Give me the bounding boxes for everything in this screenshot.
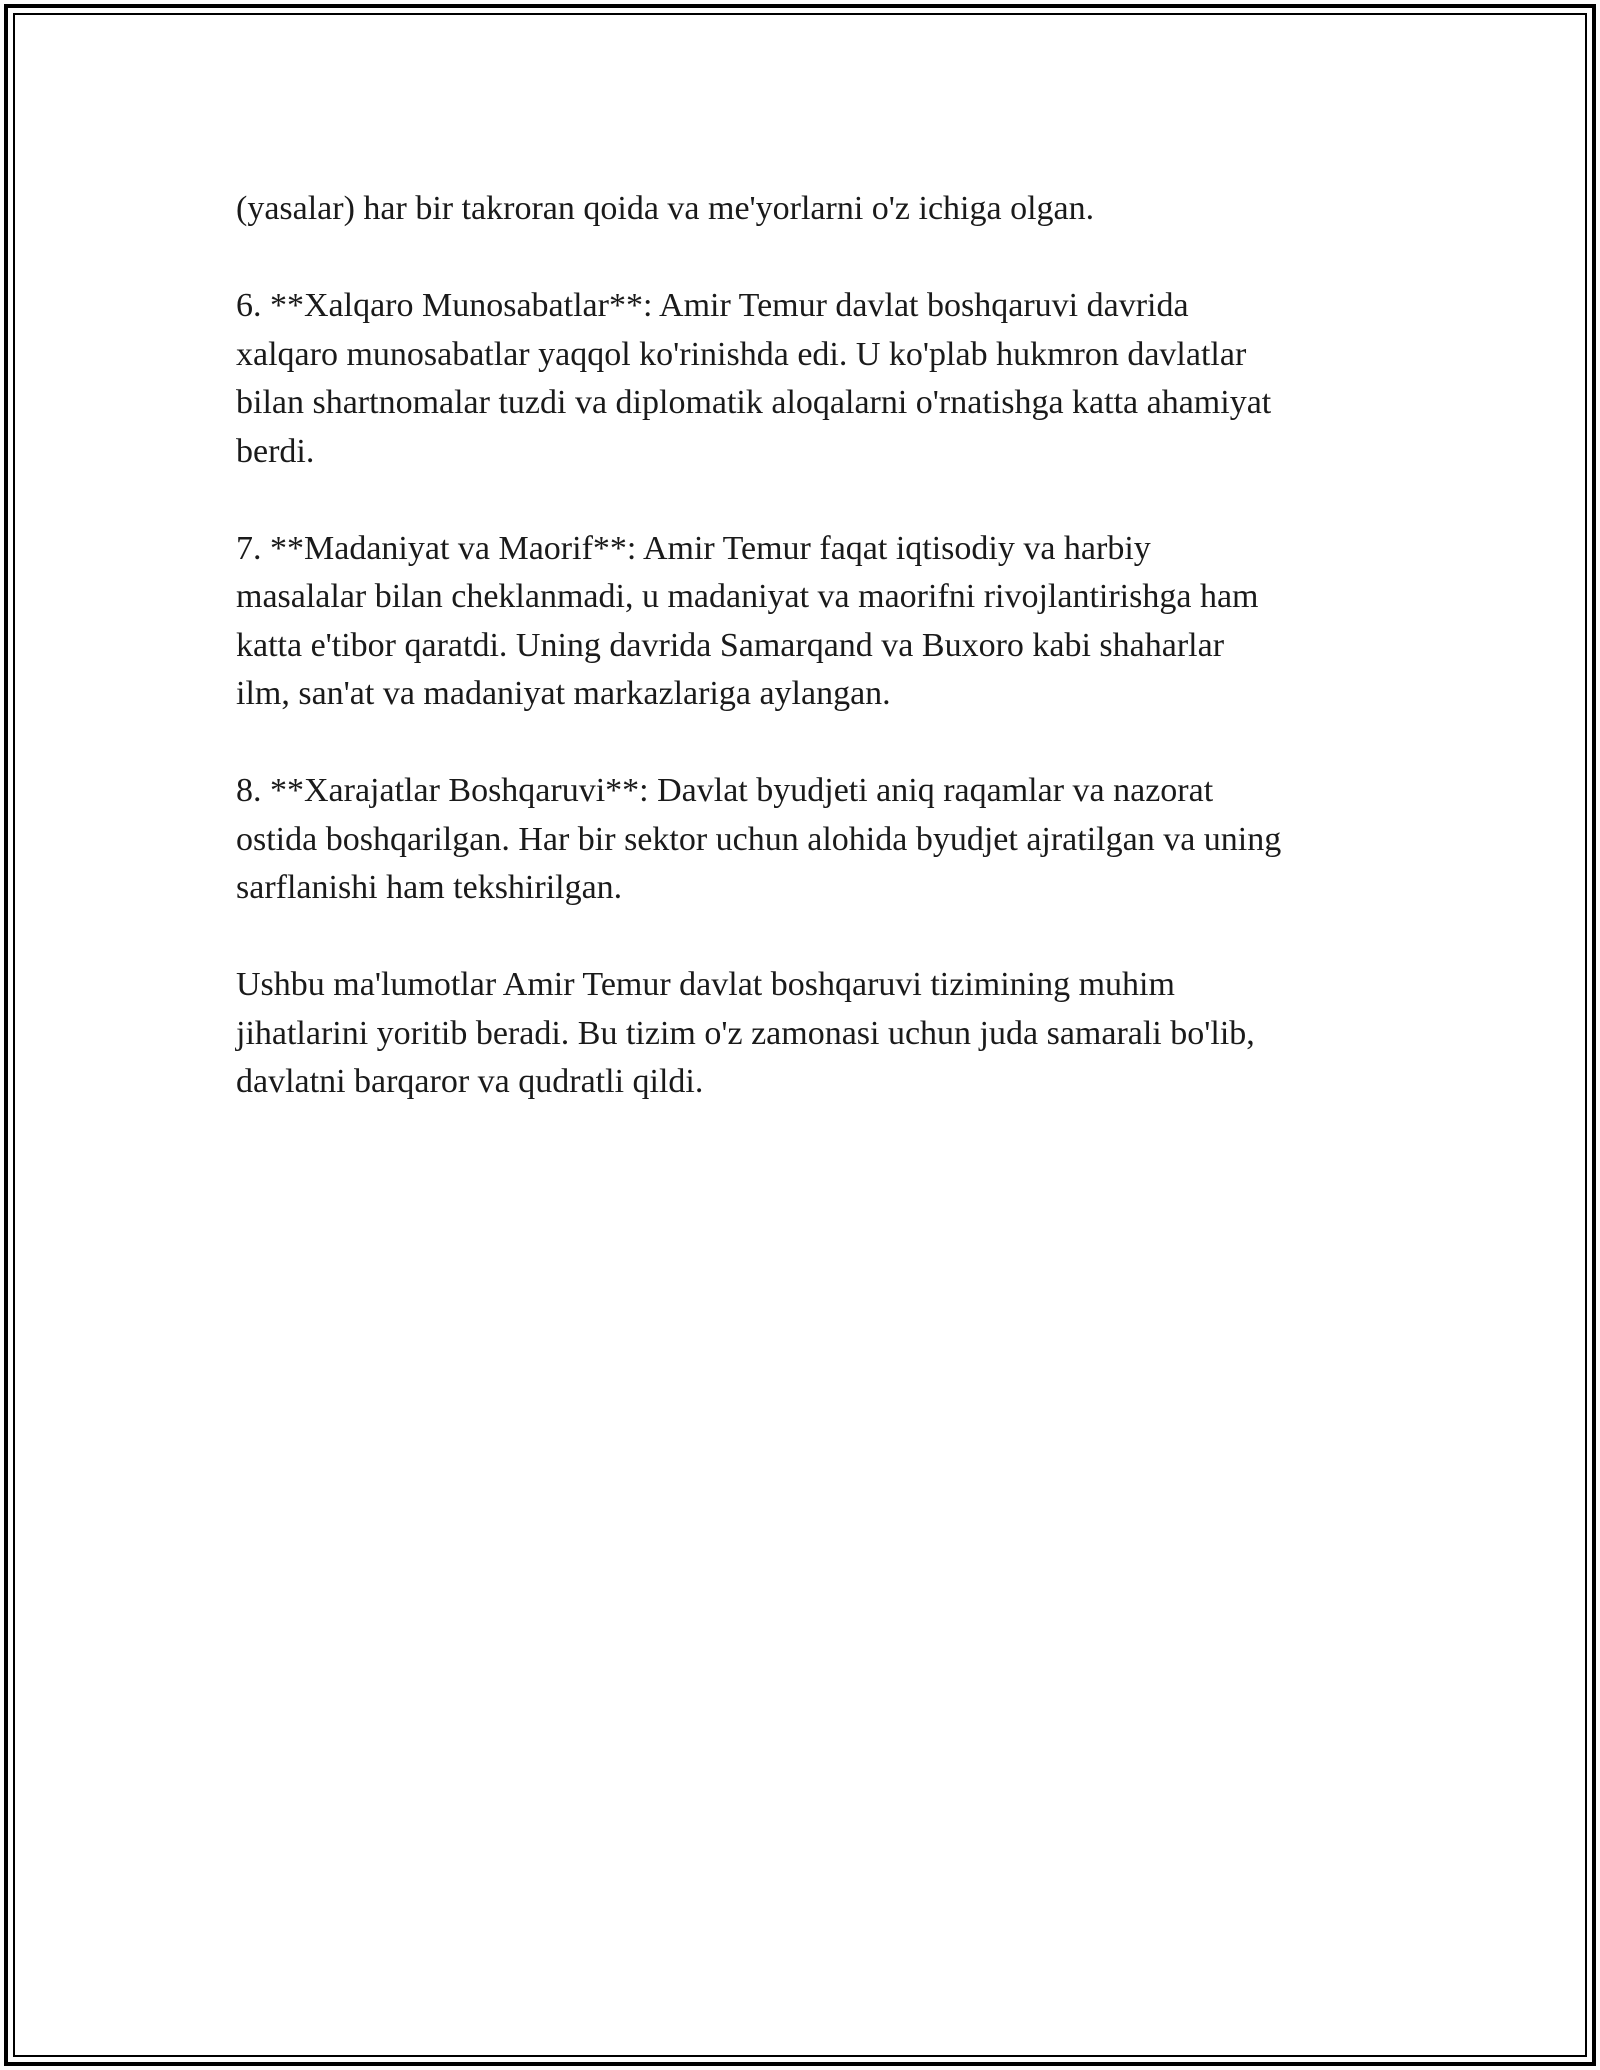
paragraph-item-8 <box>236 767 1376 913</box>
paragraph-item-6 <box>236 282 1376 476</box>
text-line: ostida boshqarilgan. Har bir sektor uchun alohida byudjet ajratilgan va uning <box>236 820 1282 858</box>
text-line: (yasalar) har bir takroran qoida va me'yorlarni o'z ichiga olgan. <box>236 190 1095 227</box>
text-line: katta e'tibor qaratdi. Uning davrida Samarqand va Buxoro kabi shaharlar <box>236 626 1225 664</box>
text-line: 6. **Xalqaro Munosabatlar**: Amir Temur davlat boshqaruvi davrida <box>236 287 1189 324</box>
text-line: bilan shartnomalar tuzdi va diplomatik aloqalarni o'rnatishga katta ahamiyat <box>236 384 1272 421</box>
document-body <box>236 185 1376 1155</box>
paragraph-conclusion <box>236 961 1376 1107</box>
text-line: masalalar bilan cheklanmadi, u madaniyat va maorifni rivojlantirishga ham <box>236 578 1259 615</box>
paragraph-continuation <box>236 185 1376 234</box>
text-line: ilm, san'at va madaniyat markazlariga aylangan. <box>236 675 891 712</box>
text-line: jihatlarini yoritib beradi. Bu tizim o'z zamonasi uchun juda samarali bo'lib, <box>236 1014 1255 1052</box>
text-line: berdi. <box>236 432 315 470</box>
text-line: 8. **Xarajatlar Boshqaruvi**: Davlat byudjeti aniq raqamlar va nazorat <box>236 772 1214 809</box>
text-line: davlatni barqaror va qudratli qildi. <box>236 1063 704 1100</box>
text-line: xalqaro munosabatlar yaqqol ko'rinishda edi. U ko'plab hukmron davlatlar <box>236 335 1247 373</box>
text-line: Ushbu ma'lumotlar Amir Temur davlat boshqaruvi tizimining muhim <box>236 966 1175 1003</box>
text-line: 7. **Madaniyat va Maorif**: Amir Temur faqat iqtisodiy va harbiy <box>236 529 1151 567</box>
paragraph-item-7 <box>236 525 1376 719</box>
text-line: sarflanishi ham tekshirilgan. <box>236 869 623 906</box>
